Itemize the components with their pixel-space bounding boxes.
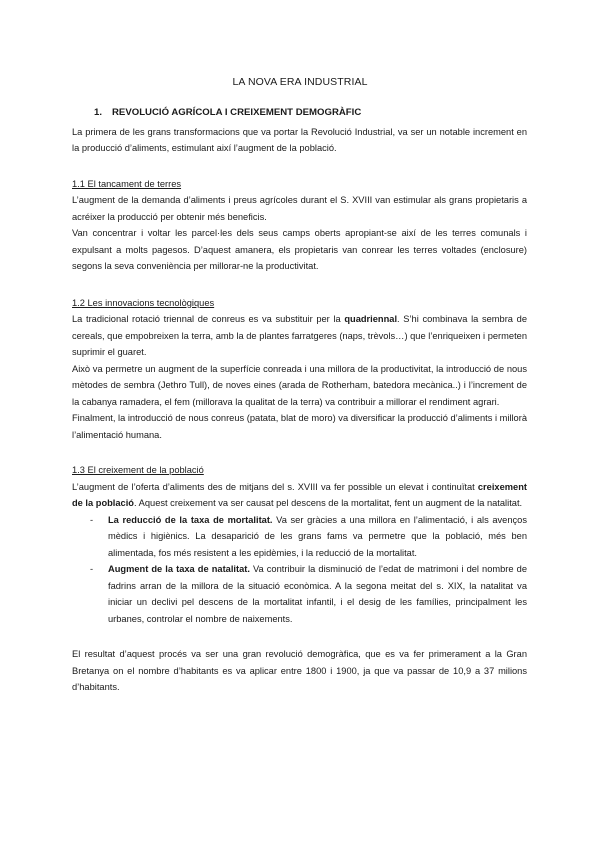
- paragraph: [72, 479, 527, 512]
- subsection-heading-innovations: 1.2 Les innovacions tecnològiques: [72, 297, 215, 308]
- text-run: . Aquest creixement va ser causat pel descens de la mortalitat, fent un augment de la natalitat.: [134, 498, 523, 508]
- text-run: L’augment de l’oferta d’aliments des de mitjans del s. XVIII va fer possible un elevat i continuïtat: [72, 481, 478, 492]
- subsection-heading-enclosure: 1.1 El tancament de terres: [72, 178, 182, 189]
- bullet-list: [72, 512, 527, 628]
- conclusion-paragraph: El resultat d’aquest procés va ser una gran revolució demogràfica, que es va fer primerament a la Gran Bretanya on el nombre d’habitants es va aplicar entre 1800 i 1900, ja que va passar de 10,9 a 37 milions d’habitants.: [72, 649, 527, 692]
- document-body: [72, 105, 527, 696]
- dash-bullet: -: [90, 564, 94, 574]
- bold-term: quadriennal: [344, 314, 398, 324]
- paragraph: Van concentrar i voltar les parcel·les dels seus camps oberts apropiant-se així de les terres comunals i expulsant a molts pagesos. D’aquest amanera, els propietaris van conrear les terres voltades (enclosure) segons la seva conveniència per millorar-ne la productivitat.: [72, 228, 527, 271]
- paragraph: L’augment de la demanda d’aliments i preus agrícoles durant el S. XVIII van estimular als grans propietaris a acréixer la producció per obtenir més beneficis.: [72, 195, 527, 222]
- list-item-term: La reducció de la taxa de mortalitat.: [108, 514, 273, 525]
- bold-term: creixement de la població: [72, 481, 527, 508]
- section-number: 1.: [94, 107, 103, 118]
- list-item-text: Va contribuir la disminució de l’edat de matrimoni i del nombre de fadrins arran de la millora de la situació econòmica. A la segona meitat del s. XIX, la natalitat va iniciar un declivi pel descens de la mortalitat infantil, i el desig de les famílies, principalment les urbanes, controlar el nombre de naixements.: [108, 564, 527, 624]
- list-item-text: Va ser gràcies a una millora en l’alimentació, i als avenços mèdics i higiènics. La desaparició de les grans fams va permetre que la població, més ben alimentada, fos més resistent a les epidèmies, i la reducció de la mortalitat.: [108, 514, 527, 558]
- paragraph: Això va permetre un augment de la superfície conreada i una millora de la productivitat, la introducció de nous mètodes de sembra (Jethro Tull), de noves eines (arada de Rotherham, batedora mecànica..) i l’increment de la cabanya ramadera, el fem (millorava la qualitat de la terra) va contribuir a millorar el rendiment agrari.: [72, 363, 527, 407]
- dash-bullet: -: [90, 514, 94, 525]
- text-run: La tradicional rotació triennal de conreus es va substituir per la: [72, 314, 345, 324]
- section-heading-text: REVOLUCIÓ AGRÍCOLA I CREIXEMENT DEMOGRÀFIC: [112, 107, 362, 118]
- section-intro: La primera de les grans transformacions que va portar la Revolució Industrial, va ser un notable increment en la producció d’aliments, estimulant així l’augment de la població.: [72, 126, 527, 153]
- document-title: LA NOVA ERA INDUSTRIAL: [232, 76, 368, 88]
- list-item-term: Augment de la taxa de natalitat.: [108, 564, 250, 574]
- paragraph: Finalment, la introducció de nous conreus (patata, blat de moro) va diversificar la producció d’aliments i millorà l’alimentació humana.: [72, 413, 527, 440]
- paragraph: [72, 311, 527, 361]
- text-run: . S’hi combinava la sembra de cereals, que empobreixen la terra, amb la de plantes farratgeres (naps, trèvols…) que l’enriqueixen i permeten suprimir el guaret.: [72, 314, 527, 357]
- subsection-heading-population: 1.3 El creixement de la població: [72, 465, 204, 475]
- list-item: [90, 561, 527, 627]
- section-heading: [94, 105, 527, 122]
- list-item: [90, 512, 527, 562]
